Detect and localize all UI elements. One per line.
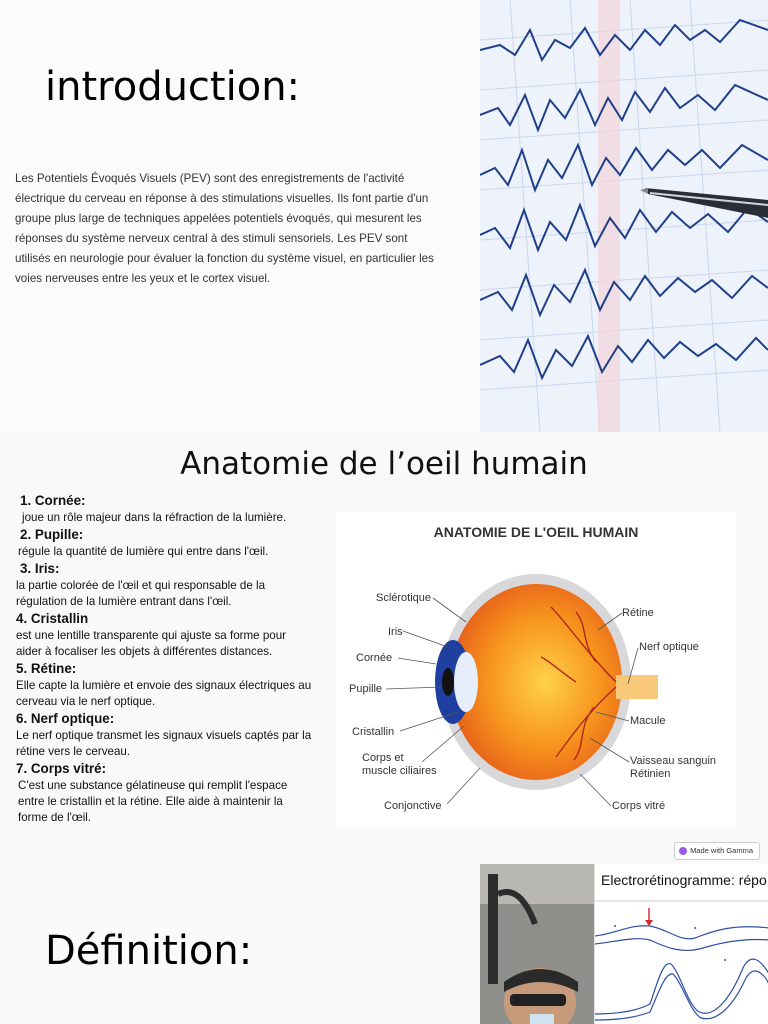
item-text: est une lentille transparente qui ajuste sa forme pour aider à focaliser les objets à différentes distances. (16, 629, 287, 658)
badge-label: Made with Gamma (690, 846, 753, 855)
item-text: Le nerf optique transmet les signaux visuels captés par la rétine vers le cerveau. (16, 729, 312, 758)
erg-waveform (595, 864, 768, 1024)
optic-nerve-shape (616, 675, 658, 699)
item-text: Elle capte la lumière et envoie des signaux électriques au cerveau via le nerf optique. (16, 679, 312, 708)
erg-graph-panel (594, 864, 768, 1024)
list-item (16, 760, 312, 826)
item-heading: 7. Corps vitré: (16, 761, 107, 776)
item-heading: 6. Nerf optique: (16, 711, 115, 726)
anatomy-list (16, 492, 312, 826)
patient-illustration (480, 864, 594, 1024)
definition-title: Définition: (45, 928, 253, 974)
gamma-logo-icon (679, 847, 687, 855)
label-corps-muscle: Corps et muscle ciliaires (362, 752, 437, 777)
intro-title: introduction: (45, 64, 301, 110)
label-nerf: Nerf optique (639, 641, 699, 653)
list-item (16, 610, 312, 660)
list-item (16, 710, 312, 760)
patient-photo (480, 864, 594, 1024)
intro-slide (0, 0, 768, 432)
label-vaisseau: Vaisseau sanguin Rétinien (630, 755, 717, 780)
made-with-gamma-badge[interactable] (674, 842, 760, 860)
item-heading: 2. Pupille: (20, 527, 84, 542)
label-cristallin: Cristallin (352, 726, 395, 738)
eye-figure-title: ANATOMIE DE L'OEIL HUMAIN (433, 524, 639, 540)
item-text: C'est une substance gélatineuse qui remplit l'espace entre le cristallin et la rétine. Elle aide à maintenir la forme de l'œil. (18, 779, 288, 824)
label-pupille: Pupille (349, 683, 383, 695)
list-item (16, 492, 312, 526)
pupil-shape (442, 668, 454, 696)
label-retine: Rétine (622, 607, 654, 619)
label-sclerotique: Sclérotique (376, 592, 432, 604)
label-iris: Iris (388, 626, 403, 638)
erg-title: Electrorétinogramme: répo (601, 872, 767, 888)
label-macule: Macule (630, 715, 666, 727)
list-item (16, 660, 312, 710)
item-heading: 3. Iris: (20, 561, 60, 576)
eeg-recording-photo (480, 0, 768, 432)
list-item (16, 560, 312, 610)
item-heading: 1. Cornée: (20, 493, 86, 508)
label-conjonctive: Conjonctive (384, 800, 442, 812)
label-corps-vitre: Corps vitré (612, 800, 666, 812)
intro-paragraph: Les Potentiels Évoqués Visuels (PEV) sont des enregistrements de l'activité électrique du cerveau en réponse à des stimulations visuelles. Ils font partie d'un groupe plus large de techniques appelées potentiels évoqués, qui mesurent les réponses du système nerveux central à des stimuli sensoriels. Les PEV sont utilisés en neurologie pour évaluer la fonction du système visuel, en particulier les voies nerveuses entre les yeux et le cortex visuel. (15, 171, 434, 285)
item-heading: 4. Cristallin (16, 611, 89, 626)
item-heading: 5. Rétine: (16, 661, 77, 676)
item-text: la partie colorée de l'œil et qui responsable de la régulation de la lumière entrant dans l'œil. (16, 579, 266, 608)
anatomy-title: Anatomie de l’oeil humain (180, 446, 588, 482)
label-cornee: Cornée (356, 652, 393, 664)
item-text: régule la quantité de lumière qui entre dans l'œil. (18, 545, 269, 558)
eye-anatomy-diagram (336, 512, 736, 828)
lens-shape (454, 652, 478, 712)
list-item (16, 526, 312, 560)
item-text: joue un rôle majeur dans la réfraction de la lumière. (22, 511, 287, 524)
eeg-graphic (480, 0, 768, 432)
